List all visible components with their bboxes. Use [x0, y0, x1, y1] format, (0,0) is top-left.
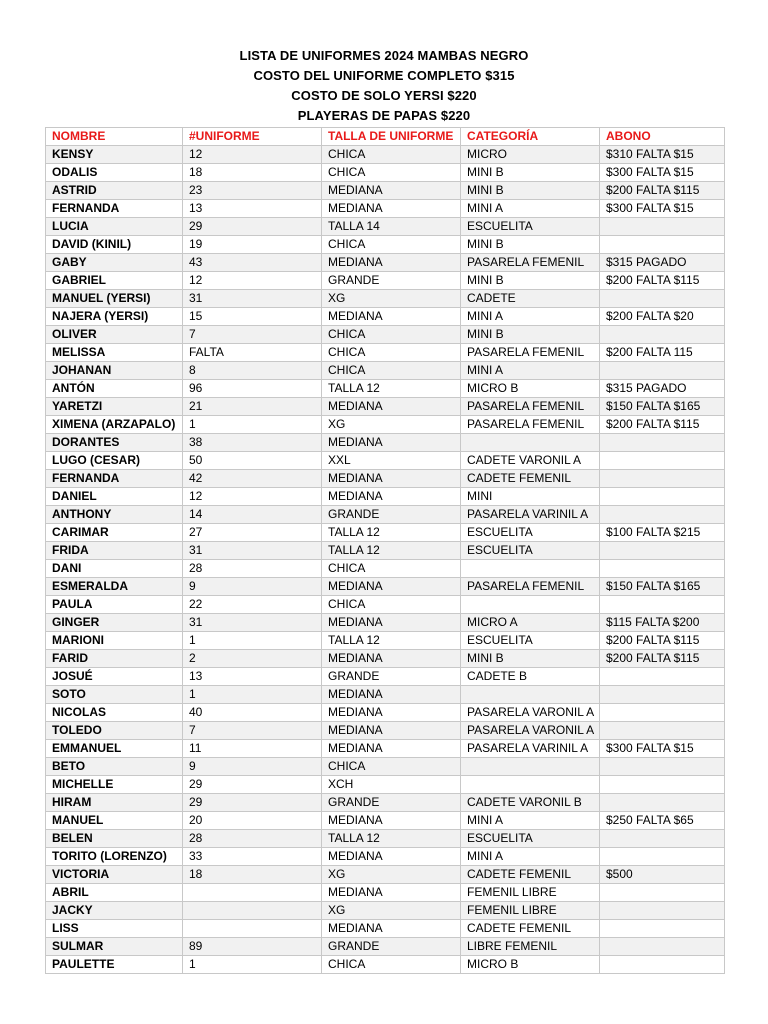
cell-talla: XG — [322, 290, 461, 308]
table-row — [46, 218, 725, 236]
cell-nombre: ODALIS — [46, 164, 183, 182]
cell-talla: MEDIANA — [322, 722, 461, 740]
table-header-row — [46, 128, 725, 146]
cell-talla: XXL — [322, 452, 461, 470]
cell-nombre: CARIMAR — [46, 524, 183, 542]
cell-talla: TALLA 12 — [322, 524, 461, 542]
cell-uniforme: 40 — [183, 704, 322, 722]
cell-categoria: PASARELA FEMENIL — [461, 254, 600, 272]
cell-uniforme: 1 — [183, 632, 322, 650]
cell-nombre: DAVID (KINIL) — [46, 236, 183, 254]
cell-abono: $300 FALTA $15 — [600, 164, 725, 182]
cell-nombre: DANI — [46, 560, 183, 578]
cell-nombre: LISS — [46, 920, 183, 938]
cell-categoria: PASARELA FEMENIL — [461, 398, 600, 416]
cell-nombre: TORITO (LORENZO) — [46, 848, 183, 866]
column-header-categoria: CATEGORÍA — [461, 128, 600, 146]
cell-uniforme: 7 — [183, 722, 322, 740]
cell-categoria — [461, 434, 600, 452]
table-body — [46, 146, 725, 974]
cell-abono — [600, 920, 725, 938]
cell-nombre: VICTORIA — [46, 866, 183, 884]
cell-uniforme: 12 — [183, 146, 322, 164]
cell-uniforme: 29 — [183, 776, 322, 794]
cell-categoria — [461, 686, 600, 704]
cell-abono — [600, 794, 725, 812]
cell-nombre: MARIONI — [46, 632, 183, 650]
cell-uniforme: 12 — [183, 488, 322, 506]
table-row — [46, 308, 725, 326]
cell-talla: MEDIANA — [322, 920, 461, 938]
cell-uniforme: 14 — [183, 506, 322, 524]
cell-nombre: XIMENA (ARZAPALO) — [46, 416, 183, 434]
cell-uniforme: 19 — [183, 236, 322, 254]
cell-nombre: DORANTES — [46, 434, 183, 452]
title-line-3: COSTO DE SOLO YERSI $220 — [291, 88, 477, 103]
cell-nombre: FARID — [46, 650, 183, 668]
table-row — [46, 272, 725, 290]
cell-abono — [600, 470, 725, 488]
cell-categoria: MINI A — [461, 200, 600, 218]
cell-nombre: NICOLAS — [46, 704, 183, 722]
cell-abono — [600, 956, 725, 974]
cell-talla: CHICA — [322, 146, 461, 164]
cell-nombre: ANTÓN — [46, 380, 183, 398]
table-row — [46, 182, 725, 200]
cell-abono: $315 PAGADO — [600, 380, 725, 398]
cell-categoria: MICRO — [461, 146, 600, 164]
cell-uniforme — [183, 920, 322, 938]
table-row — [46, 542, 725, 560]
cell-abono: $300 FALTA $15 — [600, 200, 725, 218]
cell-abono: $200 FALTA $115 — [600, 272, 725, 290]
cell-abono: $250 FALTA $65 — [600, 812, 725, 830]
cell-nombre: TOLEDO — [46, 722, 183, 740]
cell-talla: CHICA — [322, 596, 461, 614]
cell-nombre: OLIVER — [46, 326, 183, 344]
table-row — [46, 578, 725, 596]
cell-categoria — [461, 758, 600, 776]
cell-abono — [600, 776, 725, 794]
table-row — [46, 632, 725, 650]
cell-abono — [600, 452, 725, 470]
cell-talla: GRANDE — [322, 668, 461, 686]
cell-abono — [600, 668, 725, 686]
cell-uniforme: 89 — [183, 938, 322, 956]
cell-categoria: MINI B — [461, 236, 600, 254]
cell-uniforme: 31 — [183, 542, 322, 560]
cell-categoria: PASARELA FEMENIL — [461, 344, 600, 362]
cell-nombre: JACKY — [46, 902, 183, 920]
cell-abono: $500 — [600, 866, 725, 884]
cell-categoria: ESCUELITA — [461, 632, 600, 650]
cell-talla: CHICA — [322, 956, 461, 974]
cell-talla: GRANDE — [322, 506, 461, 524]
cell-abono — [600, 236, 725, 254]
cell-uniforme: 31 — [183, 290, 322, 308]
cell-uniforme: 21 — [183, 398, 322, 416]
table-row — [46, 758, 725, 776]
cell-talla: TALLA 12 — [322, 830, 461, 848]
cell-categoria: FEMENIL LIBRE — [461, 902, 600, 920]
cell-abono — [600, 686, 725, 704]
table-row — [46, 506, 725, 524]
cell-uniforme: 28 — [183, 560, 322, 578]
cell-abono: $200 FALTA 115 — [600, 344, 725, 362]
cell-abono: $315 PAGADO — [600, 254, 725, 272]
cell-uniforme: 8 — [183, 362, 322, 380]
table-row — [46, 164, 725, 182]
cell-abono: $200 FALTA $115 — [600, 650, 725, 668]
cell-uniforme: 9 — [183, 758, 322, 776]
cell-nombre: KENSY — [46, 146, 183, 164]
cell-talla: GRANDE — [322, 794, 461, 812]
cell-talla: CHICA — [322, 236, 461, 254]
cell-uniforme: 23 — [183, 182, 322, 200]
cell-abono — [600, 290, 725, 308]
cell-talla: XG — [322, 416, 461, 434]
cell-nombre: JOHANAN — [46, 362, 183, 380]
cell-abono — [600, 884, 725, 902]
cell-categoria: CADETE VARONIL A — [461, 452, 600, 470]
cell-talla: XCH — [322, 776, 461, 794]
cell-nombre: GINGER — [46, 614, 183, 632]
cell-talla: CHICA — [322, 758, 461, 776]
cell-abono — [600, 848, 725, 866]
cell-uniforme: 12 — [183, 272, 322, 290]
cell-uniforme: 31 — [183, 614, 322, 632]
cell-uniforme: 9 — [183, 578, 322, 596]
cell-uniforme: 42 — [183, 470, 322, 488]
table-row — [46, 380, 725, 398]
cell-uniforme: 13 — [183, 668, 322, 686]
cell-talla: CHICA — [322, 560, 461, 578]
cell-nombre: MANUEL (YERSI) — [46, 290, 183, 308]
column-header-uniforme: #UNIFORME — [183, 128, 322, 146]
cell-talla: XG — [322, 902, 461, 920]
cell-abono: $200 FALTA $115 — [600, 416, 725, 434]
table-row — [46, 686, 725, 704]
cell-abono: $150 FALTA $165 — [600, 398, 725, 416]
table-row — [46, 362, 725, 380]
cell-talla: MEDIANA — [322, 614, 461, 632]
cell-uniforme: FALTA — [183, 344, 322, 362]
cell-uniforme: 18 — [183, 866, 322, 884]
cell-talla: MEDIANA — [322, 254, 461, 272]
table-row — [46, 812, 725, 830]
cell-categoria: CADETE FEMENIL — [461, 866, 600, 884]
cell-nombre: ASTRID — [46, 182, 183, 200]
cell-talla: GRANDE — [322, 272, 461, 290]
cell-abono — [600, 722, 725, 740]
cell-abono — [600, 560, 725, 578]
cell-categoria: MICRO A — [461, 614, 600, 632]
table-row — [46, 524, 725, 542]
cell-uniforme: 33 — [183, 848, 322, 866]
cell-abono: $200 FALTA $115 — [600, 182, 725, 200]
cell-nombre: LUGO (CESAR) — [46, 452, 183, 470]
cell-talla: MEDIANA — [322, 200, 461, 218]
cell-nombre: GABY — [46, 254, 183, 272]
cell-talla: CHICA — [322, 344, 461, 362]
cell-uniforme — [183, 902, 322, 920]
cell-uniforme: 29 — [183, 794, 322, 812]
cell-uniforme: 1 — [183, 686, 322, 704]
cell-nombre: FERNANDA — [46, 470, 183, 488]
table-row — [46, 740, 725, 758]
cell-categoria: MINI B — [461, 650, 600, 668]
cell-talla: MEDIANA — [322, 398, 461, 416]
cell-categoria: MINI A — [461, 848, 600, 866]
column-header-nombre: NOMBRE — [46, 128, 183, 146]
table-row — [46, 416, 725, 434]
cell-uniforme: 18 — [183, 164, 322, 182]
cell-nombre: MICHELLE — [46, 776, 183, 794]
cell-talla: MEDIANA — [322, 740, 461, 758]
document-title-block — [0, 46, 768, 126]
column-header-talla: TALLA DE UNIFORME — [322, 128, 461, 146]
cell-nombre: LUCIA — [46, 218, 183, 236]
cell-talla: CHICA — [322, 362, 461, 380]
cell-abono — [600, 704, 725, 722]
cell-abono — [600, 218, 725, 236]
cell-categoria: MINI A — [461, 362, 600, 380]
cell-talla: MEDIANA — [322, 812, 461, 830]
cell-uniforme: 1 — [183, 956, 322, 974]
cell-abono: $200 FALTA $20 — [600, 308, 725, 326]
cell-abono — [600, 506, 725, 524]
cell-nombre: MELISSA — [46, 344, 183, 362]
table-row — [46, 668, 725, 686]
table-row — [46, 344, 725, 362]
cell-talla: MEDIANA — [322, 182, 461, 200]
cell-nombre: EMMANUEL — [46, 740, 183, 758]
cell-nombre: ABRIL — [46, 884, 183, 902]
cell-talla: TALLA 14 — [322, 218, 461, 236]
cell-abono: $310 FALTA $15 — [600, 146, 725, 164]
cell-categoria: MICRO B — [461, 380, 600, 398]
table-row — [46, 236, 725, 254]
cell-categoria: CADETE B — [461, 668, 600, 686]
cell-talla: MEDIANA — [322, 434, 461, 452]
cell-categoria — [461, 776, 600, 794]
cell-uniforme — [183, 884, 322, 902]
cell-categoria: CADETE — [461, 290, 600, 308]
cell-categoria: FEMENIL LIBRE — [461, 884, 600, 902]
cell-categoria: MINI A — [461, 812, 600, 830]
cell-categoria: ESCUELITA — [461, 218, 600, 236]
cell-uniforme: 43 — [183, 254, 322, 272]
cell-categoria: ESCUELITA — [461, 830, 600, 848]
cell-categoria: ESCUELITA — [461, 542, 600, 560]
cell-uniforme: 38 — [183, 434, 322, 452]
title-line-2: COSTO DEL UNIFORME COMPLETO $315 — [253, 68, 515, 83]
table-row — [46, 470, 725, 488]
cell-categoria: MINI B — [461, 272, 600, 290]
table-row — [46, 830, 725, 848]
cell-nombre: ESMERALDA — [46, 578, 183, 596]
cell-talla: TALLA 12 — [322, 380, 461, 398]
table-row — [46, 326, 725, 344]
cell-categoria: PASARELA VARONIL A — [461, 704, 600, 722]
table-row — [46, 452, 725, 470]
cell-abono — [600, 434, 725, 452]
table-row — [46, 560, 725, 578]
table-row — [46, 596, 725, 614]
cell-talla: MEDIANA — [322, 704, 461, 722]
cell-talla: MEDIANA — [322, 578, 461, 596]
cell-nombre: HIRAM — [46, 794, 183, 812]
cell-categoria: MICRO B — [461, 956, 600, 974]
cell-talla: CHICA — [322, 326, 461, 344]
table-row — [46, 398, 725, 416]
cell-categoria: LIBRE FEMENIL — [461, 938, 600, 956]
cell-abono — [600, 326, 725, 344]
cell-uniforme: 13 — [183, 200, 322, 218]
cell-uniforme: 28 — [183, 830, 322, 848]
cell-abono: $115 FALTA $200 — [600, 614, 725, 632]
cell-categoria: CADETE FEMENIL — [461, 470, 600, 488]
cell-uniforme: 7 — [183, 326, 322, 344]
cell-uniforme: 11 — [183, 740, 322, 758]
cell-abono — [600, 938, 725, 956]
table-row — [46, 866, 725, 884]
table-row — [46, 956, 725, 974]
cell-uniforme: 2 — [183, 650, 322, 668]
cell-talla: TALLA 12 — [322, 632, 461, 650]
cell-nombre: GABRIEL — [46, 272, 183, 290]
cell-nombre: NAJERA (YERSI) — [46, 308, 183, 326]
cell-talla: MEDIANA — [322, 650, 461, 668]
cell-nombre: SOTO — [46, 686, 183, 704]
cell-uniforme: 20 — [183, 812, 322, 830]
table-row — [46, 794, 725, 812]
cell-nombre: DANIEL — [46, 488, 183, 506]
table-row — [46, 704, 725, 722]
cell-abono — [600, 542, 725, 560]
cell-categoria: CADETE VARONIL B — [461, 794, 600, 812]
cell-talla: MEDIANA — [322, 848, 461, 866]
cell-uniforme: 1 — [183, 416, 322, 434]
table-row — [46, 722, 725, 740]
table-row — [46, 200, 725, 218]
cell-talla: TALLA 12 — [322, 542, 461, 560]
cell-categoria: MINI A — [461, 308, 600, 326]
cell-talla: GRANDE — [322, 938, 461, 956]
cell-categoria: PASARELA VARINIL A — [461, 506, 600, 524]
cell-categoria: PASARELA FEMENIL — [461, 416, 600, 434]
cell-abono: $100 FALTA $215 — [600, 524, 725, 542]
table-row — [46, 290, 725, 308]
cell-nombre: PAULETTE — [46, 956, 183, 974]
cell-categoria: MINI — [461, 488, 600, 506]
title-line-1: LISTA DE UNIFORMES 2024 MAMBAS NEGRO — [239, 48, 529, 63]
cell-nombre: BELEN — [46, 830, 183, 848]
title-line-4: PLAYERAS DE PAPAS $220 — [297, 108, 471, 123]
cell-uniforme: 50 — [183, 452, 322, 470]
cell-uniforme: 29 — [183, 218, 322, 236]
table-row — [46, 254, 725, 272]
cell-categoria: MINI B — [461, 182, 600, 200]
cell-talla: MEDIANA — [322, 488, 461, 506]
cell-categoria: PASARELA FEMENIL — [461, 578, 600, 596]
cell-abono: $300 FALTA $15 — [600, 740, 725, 758]
cell-abono — [600, 902, 725, 920]
cell-categoria — [461, 560, 600, 578]
cell-categoria: ESCUELITA — [461, 524, 600, 542]
cell-categoria — [461, 596, 600, 614]
cell-uniforme: 15 — [183, 308, 322, 326]
cell-nombre: PAULA — [46, 596, 183, 614]
table-row — [46, 488, 725, 506]
cell-categoria: MINI B — [461, 164, 600, 182]
cell-abono — [600, 488, 725, 506]
table-row — [46, 848, 725, 866]
cell-nombre: SULMAR — [46, 938, 183, 956]
table-row — [46, 920, 725, 938]
cell-uniforme: 96 — [183, 380, 322, 398]
cell-abono: $150 FALTA $165 — [600, 578, 725, 596]
cell-categoria: PASARELA VARONIL A — [461, 722, 600, 740]
cell-nombre: FERNANDA — [46, 200, 183, 218]
table-row — [46, 614, 725, 632]
cell-categoria: MINI B — [461, 326, 600, 344]
table-row — [46, 146, 725, 164]
table-row — [46, 938, 725, 956]
cell-categoria: PASARELA VARINIL A — [461, 740, 600, 758]
cell-nombre: MANUEL — [46, 812, 183, 830]
cell-nombre: ANTHONY — [46, 506, 183, 524]
table-row — [46, 434, 725, 452]
cell-talla: XG — [322, 866, 461, 884]
cell-abono: $200 FALTA $115 — [600, 632, 725, 650]
cell-abono — [600, 758, 725, 776]
column-header-abono: ABONO — [600, 128, 725, 146]
table-row — [46, 884, 725, 902]
cell-nombre: YARETZI — [46, 398, 183, 416]
table-row — [46, 902, 725, 920]
uniform-table — [45, 127, 725, 974]
cell-talla: CHICA — [322, 164, 461, 182]
cell-uniforme: 22 — [183, 596, 322, 614]
cell-talla: MEDIANA — [322, 884, 461, 902]
cell-nombre: JOSUÉ — [46, 668, 183, 686]
table-row — [46, 776, 725, 794]
cell-uniforme: 27 — [183, 524, 322, 542]
cell-nombre: FRIDA — [46, 542, 183, 560]
cell-abono — [600, 830, 725, 848]
cell-nombre: BETO — [46, 758, 183, 776]
cell-abono — [600, 362, 725, 380]
cell-abono — [600, 596, 725, 614]
cell-talla: MEDIANA — [322, 470, 461, 488]
cell-talla: MEDIANA — [322, 686, 461, 704]
cell-categoria: CADETE FEMENIL — [461, 920, 600, 938]
table-row — [46, 650, 725, 668]
cell-talla: MEDIANA — [322, 308, 461, 326]
